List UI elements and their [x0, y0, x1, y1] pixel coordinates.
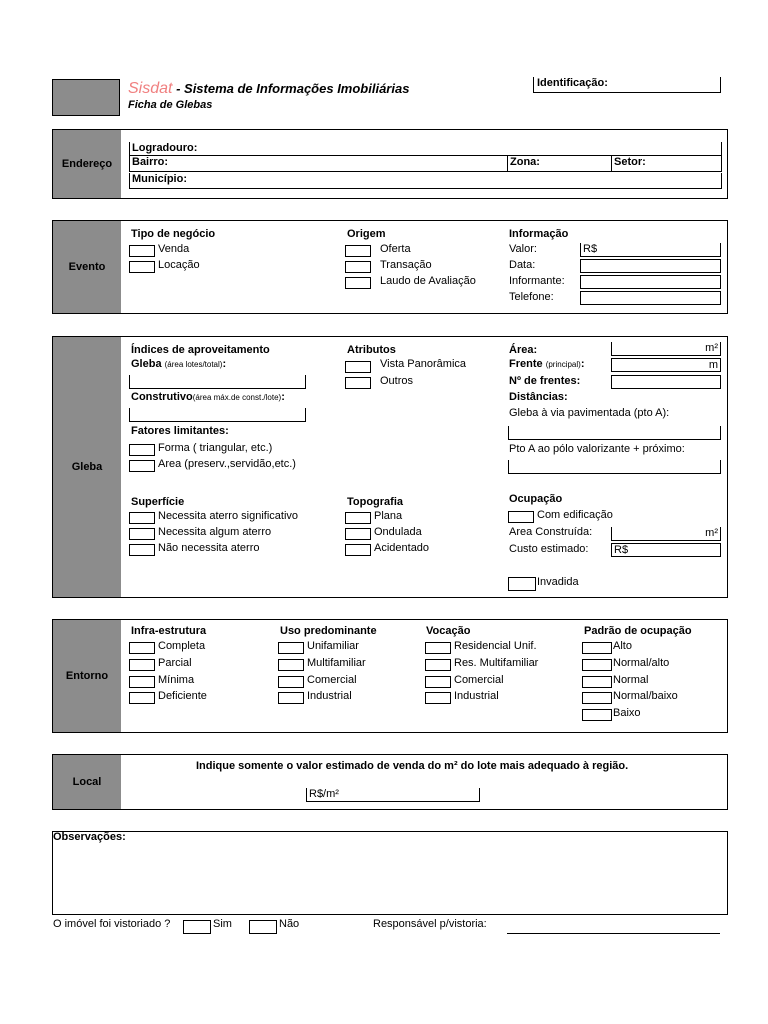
atributos-heading: Atributos	[347, 344, 396, 356]
observacoes-box[interactable]	[52, 831, 728, 915]
frente-note: (principal)	[545, 360, 581, 369]
origem-heading: Origem	[347, 228, 386, 240]
gleba-section-label: Gleba	[53, 337, 121, 597]
data-label: Data:	[509, 259, 536, 271]
valor-label: Valor:	[509, 243, 537, 255]
laudo-checkbox[interactable]	[345, 277, 371, 289]
uso-comercial-label: Comercial	[307, 674, 357, 686]
frente-label	[509, 358, 584, 370]
setor-label: Setor:	[614, 156, 646, 168]
frente-colon: :	[580, 358, 585, 370]
gleba-index-text: Gleba	[131, 358, 162, 370]
locacao-label: Locação	[158, 259, 200, 271]
uso-unifamiliar-checkbox[interactable]	[278, 642, 304, 654]
padrao-alto-label: Alto	[613, 640, 632, 652]
nfrentes-field[interactable]	[611, 375, 721, 389]
oferta-checkbox[interactable]	[345, 245, 371, 257]
gleba-index-label	[131, 358, 226, 370]
area-construida-label: Area Construída:	[509, 526, 593, 538]
construtivo-field[interactable]	[129, 408, 306, 422]
area-unit: m²	[705, 342, 718, 354]
gleba-index-note: (área lotes/total)	[164, 360, 223, 369]
frente-field[interactable]	[611, 358, 721, 372]
superficie-heading: Superfície	[131, 496, 185, 508]
nao-label: Não	[279, 918, 300, 930]
endereco-label: Endereço	[53, 130, 121, 198]
uso-heading: Uso predominante	[280, 625, 377, 637]
construtivo-note: (área máx.de const./lote)	[192, 393, 282, 402]
superficie-3-checkbox[interactable]	[129, 544, 155, 556]
transacao-label: Transação	[380, 259, 432, 271]
vocacao-residencial-checkbox[interactable]	[425, 642, 451, 654]
logradouro-label: Logradouro:	[132, 142, 198, 154]
identificacao-label: Identificação:	[537, 77, 608, 89]
data-field[interactable]	[580, 259, 721, 273]
padrao-alto-checkbox[interactable]	[582, 642, 612, 654]
local-instruction: Indique somente o valor estimado de venda do m² do lote mais adequado à região.	[196, 760, 629, 772]
nao-checkbox[interactable]	[249, 920, 277, 934]
locacao-checkbox[interactable]	[129, 261, 155, 273]
observacoes-label: Observações:	[53, 831, 126, 843]
superficie-2-label: Necessita algum aterro	[158, 526, 272, 538]
vocacao-heading: Vocação	[426, 625, 471, 637]
distancias-label: Distâncias:	[509, 391, 568, 403]
area-label: Área:	[509, 344, 538, 356]
identificacao-field[interactable]	[533, 77, 721, 93]
section-evento	[52, 220, 728, 314]
outros-label: Outros	[380, 375, 414, 387]
tipo-heading: Tipo de negócio	[131, 228, 216, 240]
uso-unifamiliar-label: Unifamiliar	[307, 640, 359, 652]
valor-prefix: R$	[583, 243, 598, 255]
area-construida-field[interactable]	[611, 527, 721, 541]
section-endereco	[52, 129, 728, 199]
informante-field[interactable]	[580, 275, 721, 289]
area-preserv-label: Area (preserv.,servidão,etc.)	[158, 458, 296, 470]
setor-divider	[611, 156, 612, 171]
plana-checkbox[interactable]	[345, 512, 371, 524]
evento-label: Evento	[53, 221, 121, 313]
infra-deficiente-checkbox[interactable]	[129, 692, 155, 704]
superficie-1-label: Necessita aterro significativo	[158, 510, 299, 522]
infra-minima-label: Mínima	[158, 674, 195, 686]
vocacao-comercial-label: Comercial	[454, 674, 504, 686]
zona-label: Zona:	[510, 156, 540, 168]
form-subtitle: Ficha de Glebas	[128, 99, 213, 111]
padrao-normal-alto-label: Normal/alto	[613, 657, 670, 669]
indices-heading: Índices de aproveitamento	[131, 344, 270, 356]
sim-label: Sim	[213, 918, 232, 930]
polo-label: Pto A ao pólo valorizante + próximo:	[509, 443, 685, 455]
valor-m2-field[interactable]	[306, 788, 480, 802]
header-title	[128, 80, 409, 98]
area-field[interactable]	[611, 342, 721, 356]
nfrentes-label: Nº de frentes:	[509, 375, 581, 387]
bairro-label: Bairro:	[132, 156, 169, 168]
uso-multifamiliar-label: Multifamiliar	[307, 657, 366, 669]
section-entorno	[52, 619, 728, 733]
padrao-normal-baixo-checkbox[interactable]	[582, 692, 612, 704]
ondulada-label: Ondulada	[374, 526, 422, 538]
section-gleba	[52, 336, 728, 598]
area-construida-unit: m²	[705, 527, 718, 539]
bairro-row	[129, 156, 722, 172]
custo-prefix: R$	[614, 544, 629, 556]
plana-label: Plana	[374, 510, 403, 522]
padrao-normal-label: Normal	[613, 674, 649, 686]
brand-name: Sisdat	[128, 80, 173, 97]
vista-label: Vista Panorâmica	[380, 358, 467, 370]
com-edificacao-label: Com edificação	[537, 509, 613, 521]
telefone-label: Telefone:	[509, 291, 554, 303]
uso-industrial-label: Industrial	[307, 690, 352, 702]
system-title: - Sistema de Informações Imobiliárias	[172, 81, 410, 96]
superficie-3-label: Não necessita aterro	[158, 542, 260, 554]
infra-deficiente-label: Deficiente	[158, 690, 207, 702]
forma-checkbox[interactable]	[129, 444, 155, 456]
vocacao-industrial-checkbox[interactable]	[425, 692, 451, 704]
construtivo-label	[131, 391, 285, 403]
padrao-baixo-checkbox[interactable]	[582, 709, 612, 721]
logo-box	[52, 79, 120, 116]
municipio-label: Município:	[132, 173, 187, 185]
informante-label: Informante:	[509, 275, 565, 287]
infra-heading: Infra-estrutura	[131, 625, 207, 637]
local-label: Local	[53, 755, 121, 809]
infra-parcial-label: Parcial	[158, 657, 192, 669]
construtivo-colon: :	[281, 391, 285, 403]
logradouro-field[interactable]	[129, 142, 722, 156]
uso-multifamiliar-checkbox[interactable]	[278, 659, 304, 671]
valor-m2-prefix: R$/m²	[309, 788, 339, 800]
telefone-field[interactable]	[580, 291, 721, 305]
outros-checkbox[interactable]	[345, 377, 371, 389]
uso-comercial-checkbox[interactable]	[278, 676, 304, 688]
vocacao-multifamiliar-label: Res. Multifamiliar	[454, 657, 539, 669]
infra-parcial-checkbox[interactable]	[129, 659, 155, 671]
topografia-heading: Topografia	[347, 496, 404, 508]
custo-label: Custo estimado:	[509, 543, 589, 555]
padrao-heading: Padrão de ocupação	[584, 625, 692, 637]
vocacao-residencial-label: Residencial Unif.	[454, 640, 537, 652]
gleba-index-colon: :	[222, 358, 227, 370]
entorno-label: Entorno	[53, 620, 121, 732]
superficie-1-checkbox[interactable]	[129, 512, 155, 524]
frente-text: Frente	[509, 358, 543, 370]
municipio-field[interactable]	[129, 173, 722, 189]
section-local	[52, 754, 728, 810]
invadida-label: Invadida	[537, 576, 579, 588]
infra-completa-checkbox[interactable]	[129, 642, 155, 654]
padrao-normal-alto-checkbox[interactable]	[582, 659, 612, 671]
vocacao-multifamiliar-checkbox[interactable]	[425, 659, 451, 671]
custo-field[interactable]	[611, 543, 721, 557]
transacao-checkbox[interactable]	[345, 261, 371, 273]
venda-checkbox[interactable]	[129, 245, 155, 257]
venda-label: Venda	[158, 243, 190, 255]
forma-label: Forma ( triangular, etc.)	[158, 442, 273, 454]
sim-checkbox[interactable]	[183, 920, 211, 934]
zona-divider	[507, 156, 508, 171]
via-label: Gleba à via pavimentada (pto A):	[509, 407, 670, 419]
com-edificacao-checkbox[interactable]	[508, 511, 534, 523]
responsavel-label: Responsável p/vistoria:	[373, 918, 487, 930]
infra-completa-label: Completa	[158, 640, 206, 652]
area-preserv-checkbox[interactable]	[129, 460, 155, 472]
padrao-normal-baixo-label: Normal/baixo	[613, 690, 678, 702]
vistoriado-question: O imóvel foi vistoriado ?	[53, 918, 171, 930]
vocacao-industrial-label: Industrial	[454, 690, 499, 702]
vocacao-comercial-checkbox[interactable]	[425, 676, 451, 688]
laudo-label: Laudo de Avaliação	[380, 275, 476, 287]
acidentado-label: Acidentado	[374, 542, 430, 554]
via-field[interactable]	[508, 426, 721, 440]
info-heading: Informação	[509, 228, 569, 240]
gleba-index-field[interactable]	[129, 375, 306, 389]
superficie-2-checkbox[interactable]	[129, 528, 155, 540]
fatores-heading: Fatores limitantes:	[131, 425, 229, 437]
frente-unit: m	[708, 359, 718, 371]
valor-field[interactable]	[580, 243, 721, 257]
responsavel-signature-line[interactable]	[507, 920, 720, 934]
uso-industrial-checkbox[interactable]	[278, 692, 304, 704]
construtivo-text: Construtivo	[131, 391, 193, 403]
polo-field[interactable]	[508, 460, 721, 474]
ondulada-checkbox[interactable]	[345, 528, 371, 540]
padrao-normal-checkbox[interactable]	[582, 676, 612, 688]
oferta-label: Oferta	[380, 243, 411, 255]
infra-minima-checkbox[interactable]	[129, 676, 155, 688]
ocupacao-heading: Ocupação	[509, 493, 563, 505]
acidentado-checkbox[interactable]	[345, 544, 371, 556]
invadida-checkbox[interactable]	[508, 577, 536, 591]
padrao-baixo-label: Baixo	[613, 707, 641, 719]
vista-checkbox[interactable]	[345, 361, 371, 373]
